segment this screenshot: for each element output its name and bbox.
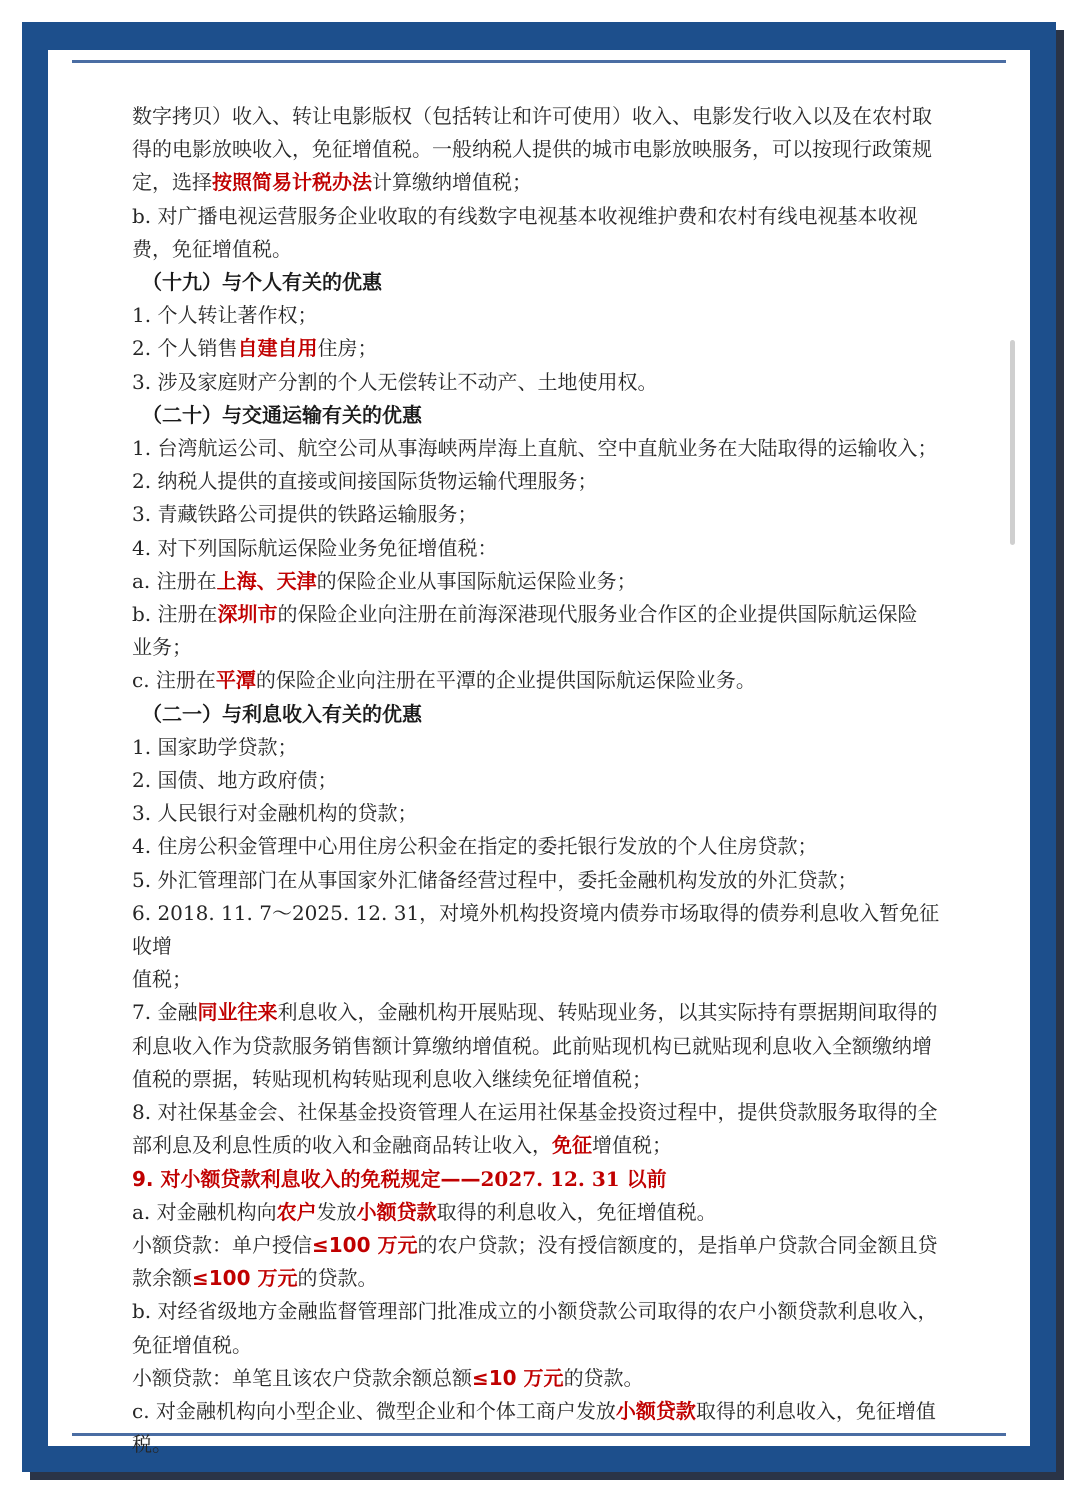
list-item: 1. 台湾航运公司、航空公司从事海峡两岸海上直航、空中直航业务在大陆取得的运输收入； <box>132 436 938 461</box>
list-item: c. 对金融机构向小型企业、微型企业和个体工商户发放小额贷款取得的利息收入，免征增值 <box>132 1398 936 1423</box>
list-item: 2. 国债、地方政府债； <box>132 768 338 793</box>
list-item: a. 注册在上海、天津的保险企业从事国际航运保险业务； <box>132 568 637 593</box>
highlight: 小额贷款 <box>615 1398 696 1423</box>
list-item: 4. 对下列国际航运保险业务免征增值税： <box>132 535 498 560</box>
text-line: 小额贷款：单笔且该农户贷款余额总额≤10 万元的贷款。 <box>132 1365 644 1390</box>
highlight: 自建自用 <box>237 336 318 361</box>
highlight: 按照简易计税办法 <box>212 170 372 195</box>
highlight: 深圳市 <box>217 602 278 627</box>
list-item: 2. 个人销售自建自用住房； <box>132 336 378 361</box>
list-item: 1. 个人转让著作权； <box>132 303 318 328</box>
text-line: 定，选择按照简易计税办法计算缴纳增值税； <box>132 170 532 195</box>
list-item: a. 对金融机构向农户发放小额贷款取得的利息收入，免征增值税。 <box>132 1199 717 1224</box>
highlight: 小额贷款 <box>356 1199 437 1224</box>
text-line: 税。 <box>132 1432 172 1457</box>
list-item: 3. 涉及家庭财产分割的个人无偿转让不动产、土地使用权。 <box>132 369 658 394</box>
list-item: 5. 外汇管理部门在从事国家外汇储备经营过程中，委托金融机构发放的外汇贷款； <box>132 867 858 892</box>
text-line: 数字拷贝）收入、转让电影版权（包括转让和许可使用）收入、电影发行收入以及在农村取 <box>132 104 932 128</box>
list-item: b. 对经省级地方金融监督管理部门批准成立的小额贷款公司取得的农户小额贷款利息收入， <box>132 1299 938 1324</box>
section-heading-20: （二十）与交通运输有关的优惠 <box>142 402 422 427</box>
highlight: 免征 <box>552 1133 592 1158</box>
text-line: 费，免征增值税。 <box>132 236 292 261</box>
text-line: 业务； <box>132 635 192 660</box>
list-item: 8. 对社保基金会、社保基金投资管理人在运用社保基金投资过程中，提供贷款服务取得的全 <box>132 1100 938 1125</box>
highlight: ≤10 万元 <box>472 1365 564 1390</box>
highlight: 平潭 <box>215 668 256 693</box>
section-heading-21: （二一）与利息收入有关的优惠 <box>142 701 422 726</box>
list-item: 3. 青藏铁路公司提供的铁路运输服务； <box>132 502 478 527</box>
highlight: ≤100 万元 <box>192 1266 298 1291</box>
list-item: 7. 金融同业往来利息收入，金融机构开展贴现、转贴现业务，以其实际持有票据期间取得的 <box>132 1000 938 1025</box>
highlight: 上海、天津 <box>216 568 317 593</box>
text-line: 免征增值税。 <box>132 1332 252 1357</box>
list-item: 3. 人民银行对金融机构的贷款； <box>132 801 418 826</box>
subheading-9: 9. 对小额贷款利息收入的免税规定——2027. 12. 31 以前 <box>132 1166 667 1191</box>
text-line: 小额贷款：单户授信≤100 万元的农户贷款；没有授信额度的，是指单户贷款合同金额且贷 <box>132 1232 938 1257</box>
text-line: 值税； <box>132 967 192 992</box>
scrollbar[interactable] <box>1010 340 1015 545</box>
list-item: 4. 住房公积金管理中心用住房公积金在指定的委托银行发放的个人住房贷款； <box>132 834 818 859</box>
list-item: 2. 纳税人提供的直接或间接国际货物运输代理服务； <box>132 469 598 494</box>
text-line: 值税的票据，转贴现机构转贴现利息收入继续免征增值税； <box>132 1066 652 1091</box>
text-line: 款余额≤100 万元的贷款。 <box>132 1266 378 1291</box>
text-line: 得的电影放映收入，免征增值税。一般纳税人提供的城市电影放映服务，可以按现行政策规 <box>132 137 932 162</box>
highlight: ≤100 万元 <box>312 1232 418 1257</box>
top-border-line <box>72 60 1006 63</box>
text-line: b. 对广播电视运营服务企业收取的有线数字电视基本收视维护费和农村有线电视基本收视 <box>132 203 918 228</box>
document-body <box>132 100 948 1461</box>
list-item: c. 注册在平潭的保险企业向注册在平潭的企业提供国际航运保险业务。 <box>132 668 756 693</box>
list-item: b. 注册在深圳市的保险企业向注册在前海深港现代服务业合作区的企业提供国际航运保险 <box>132 602 918 627</box>
text-line: 部利息及利息性质的收入和金融商品转让收入，免征增值税； <box>132 1133 672 1158</box>
section-heading-19: （十九）与个人有关的优惠 <box>142 270 382 295</box>
list-item: 6. 2018. 11. 7～2025. 12. 31，对境外机构投资境内债券市场取得的债券利息收入暂免征收增 <box>132 900 940 959</box>
text-line: 利息收入作为贷款服务销售额计算缴纳增值税。此前贴现机构已就贴现利息收入全额缴纳增 <box>132 1033 932 1058</box>
highlight: 同业往来 <box>197 1000 278 1025</box>
list-item: 1. 国家助学贷款； <box>132 734 298 759</box>
highlight: 农户 <box>276 1199 317 1224</box>
